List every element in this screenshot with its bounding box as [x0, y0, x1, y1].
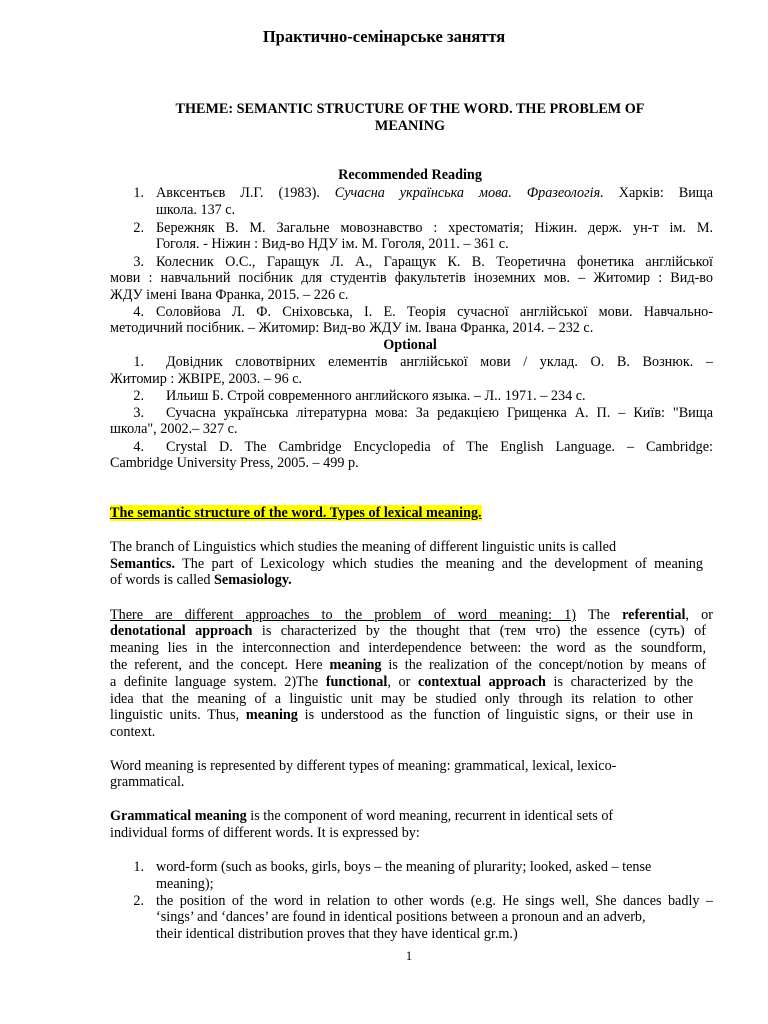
paragraph-line: denotational approach is characterized by the thought that (тем что) the essence (суть) of: [110, 623, 706, 639]
reading-item-2-line-2: Гоголя. - Ніжин : Вид-во НДУ ім. М. Гоголя, 2011. – 361 с.: [156, 236, 509, 252]
reading-item-3-line-2: мови : навчальний посібник для студентів факультетів іноземних мов. – Житомир : Вид-во: [110, 270, 713, 286]
list-item-number: 2.: [133, 893, 144, 909]
optional-item-number: 1.: [133, 354, 144, 370]
reading-item-3-line-3: ЖДУ імені Івана Франка, 2015. – 226 с.: [110, 287, 349, 303]
list-item-line: the position of the word in relation to other words (e.g. He sings well, She dances badly –: [156, 893, 713, 909]
theme-line-2: MEANING: [374, 118, 446, 134]
reading-item-4-line-2: методичний посібник. – Житомир: Вид-во ЖДУ ім. Івана Франка, 2014. – 232 с.: [110, 320, 594, 336]
optional-item-number: 2.: [133, 388, 144, 404]
paragraph-line: individual forms of different words. It is expressed by:: [110, 825, 420, 841]
list-item-line: word-form (such as books, girls, boys – the meaning of plurarity; looked, asked – tense: [156, 859, 652, 875]
section-heading: The semantic structure of the word. Types of lexical meaning.: [110, 505, 482, 521]
list-item-line: their identical distribution proves that they have identical gr.m.): [156, 926, 518, 942]
list-item-line: meaning);: [156, 876, 214, 892]
paragraph-line: a definite language system. 2)The functional, or contextual approach is characterized by the: [110, 674, 693, 690]
optional-item-1-line-2: Житомир : ЖВІРЕ, 2003. – 96 с.: [110, 371, 303, 387]
paragraph-line: grammatical.: [110, 774, 185, 790]
optional-item-4-line-2: Cambridge University Press, 2005. – 499 p.: [110, 455, 359, 471]
paragraph-line: Grammatical meaning is the component of word meaning, recurrent in identical sets of: [110, 808, 614, 824]
paragraph-line: context.: [110, 724, 156, 740]
list-item-number: 1.: [133, 859, 144, 875]
optional-item-3-line-1: Сучасна українська літературна мова: За редакцією Грищенка А. П. – Київ: "Вища: [166, 405, 713, 421]
reading-item-number: 2.: [133, 220, 144, 236]
list-item-line: ‘sings’ and ‘dances’ are found in identical positions between a pronoun and an adverb,: [156, 909, 646, 925]
optional-item-number: 4.: [133, 439, 144, 455]
reading-item-1-line-1: Авксентьєв Л.Г. (1983). Сучасна українська мова. Фразеологія. Харків: Вища: [156, 185, 714, 201]
optional-item-3-line-2: школа", 2002.– 327 с.: [110, 421, 238, 437]
reading-item-1-line-2: школа. 137 с.: [156, 202, 236, 218]
recommended-reading-heading: Recommended Reading: [338, 167, 482, 183]
reading-item-2-line-1: Бережняк В. М. Загальне мовознавство : хрестоматія; Ніжин. держ. ун-т ім. М.: [156, 220, 713, 236]
reading-item-number: 4.: [133, 304, 144, 320]
paragraph-line: The branch of Linguistics which studies the meaning of different linguistic units is called: [110, 539, 617, 555]
optional-heading: Optional: [383, 337, 437, 353]
paragraph-line: Semantics. The part of Lexicology which studies the meaning and the development of meaning: [110, 556, 703, 572]
reading-item-4-line-1: Соловйова Л. Ф. Сніховська, І. Е. Теорія сучасної англійської мови. Навчально-: [156, 304, 713, 320]
optional-item-4-line-1: Crystal D. The Cambridge Encyclopedia of The English Language. – Cambridge:: [166, 439, 713, 455]
optional-item-number: 3.: [133, 405, 144, 421]
optional-item-1-line-1: Довідник словотвірних елементів англійської мови / уклад. О. В. Вознюк. –: [166, 354, 713, 370]
paragraph-line: Word meaning is represented by different types of meaning: grammatical, lexical, lexico-: [110, 758, 617, 774]
theme-line-1: THEME: SEMANTIC STRUCTURE OF THE WORD. THE PROBLEM OF: [175, 101, 645, 117]
paragraph-line: idea that the meaning of a linguistic unit may be studied only through its relation to other: [110, 691, 693, 707]
optional-item-2-line-1: Ильиш Б. Строй современного английского языка. – Л.. 1971. – 234 с.: [166, 388, 586, 404]
reading-item-number: 1.: [133, 185, 144, 201]
paragraph-line: linguistic units. Thus, meaning is understood as the function of linguistic signs, or their use in: [110, 707, 693, 723]
paragraph-line: There are different approaches to the problem of word meaning: 1) The referential, or: [110, 607, 713, 623]
page-number: 1: [405, 949, 413, 963]
page-title: Практично-семінарське заняття: [262, 27, 506, 46]
paragraph-line: the referent, and the concept. Here meaning is the realization of the concept/notion by means of: [110, 657, 706, 673]
reading-item-number: 3.: [133, 254, 144, 270]
reading-item-3-line-1: Колесник О.С., Гаращук Л. А., Гаращук К. В. Теоретична фонетика англійської: [156, 254, 713, 270]
paragraph-line: of words is called Semasiology.: [110, 572, 292, 588]
paragraph-line: meaning lies in the interconnection and interdependence between: the word as the soundform,: [110, 640, 706, 656]
